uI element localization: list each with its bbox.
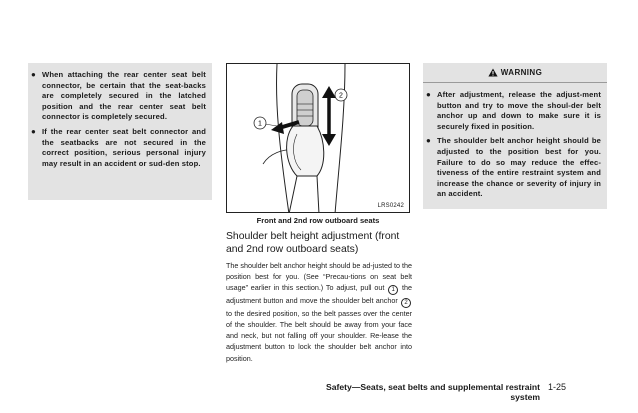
warning-header: [423, 63, 607, 82]
bullet-icon: ●: [426, 90, 431, 99]
body-text-part: the adjustment button and move the shoulder belt anchor: [226, 283, 413, 306]
warning-triangle-icon: [488, 68, 498, 77]
right-warning-item: [425, 90, 601, 132]
body-text-part: to the desired position, so the belt passes over the center of the shoulder. The belt should be away from your face and neck, but not falling off your shoulder. Re-lease the adjustment button to lock the shoulder belt anchor into position.: [226, 309, 412, 363]
bullet-icon: ●: [31, 70, 36, 79]
footer-section-title: Safety—Seats, seat belts and supplemental restraint system: [326, 382, 540, 402]
left-warning-text: If the rear center seat belt connector and the seatbacks are not secured in the correct position, serious personal injury may result in an accident or sud-den stop.: [42, 126, 206, 168]
section-heading: Shoulder belt height adjustment (front and 2nd row outboard seats): [226, 231, 400, 255]
right-warning-list: [423, 86, 607, 200]
figure-illustration: [226, 63, 410, 213]
right-warning-item: [425, 136, 601, 200]
warning-title: WARNING: [500, 68, 543, 77]
bullet-icon: ●: [31, 126, 36, 136]
page-number: 1-25: [548, 382, 567, 392]
figure-caption: Front and 2nd row outboard seats: [256, 216, 380, 225]
left-warning-item: [30, 70, 206, 123]
callout-2: 2: [339, 92, 343, 100]
callout-ref-2: 2: [401, 298, 411, 308]
body-text-part: The shoulder belt anchor height should be ad-justed to the position best for you. (See “Precau-tions on seat belt usage” earlier in this section.) To adjust, pull out: [226, 261, 412, 293]
left-warning-panel: [28, 63, 212, 200]
bullet-icon: ●: [426, 136, 431, 146]
section-body: [226, 260, 412, 364]
left-warning-text: When attaching the rear center seat belt connector, be certain that the seat-backs are completely secured in the latched position and the rear center seat belt connector is completely secured.: [42, 70, 206, 122]
left-warning-item: [30, 127, 206, 169]
right-warning-text: After adjustment, release the adjust-ment button and try to move the shoul-der belt anchor up and down to make sure it is securely fixed in position.: [437, 90, 601, 131]
warning-divider: [423, 82, 607, 83]
right-warning-text: The shoulder belt anchor height should be adjusted to the position best for you. Failure to do so may reduce the effec-tiveness of the entire restraint system and increase the chance or severity of injury in an accident.: [437, 136, 601, 199]
callout-ref-1: 1: [388, 285, 398, 295]
figure-code: LRS0242: [377, 203, 404, 209]
callout-1: 1: [258, 120, 262, 128]
shoulder-belt-anchor-illustration: [227, 64, 410, 213]
right-warning-panel: [423, 63, 607, 209]
left-warning-list: [28, 63, 212, 169]
